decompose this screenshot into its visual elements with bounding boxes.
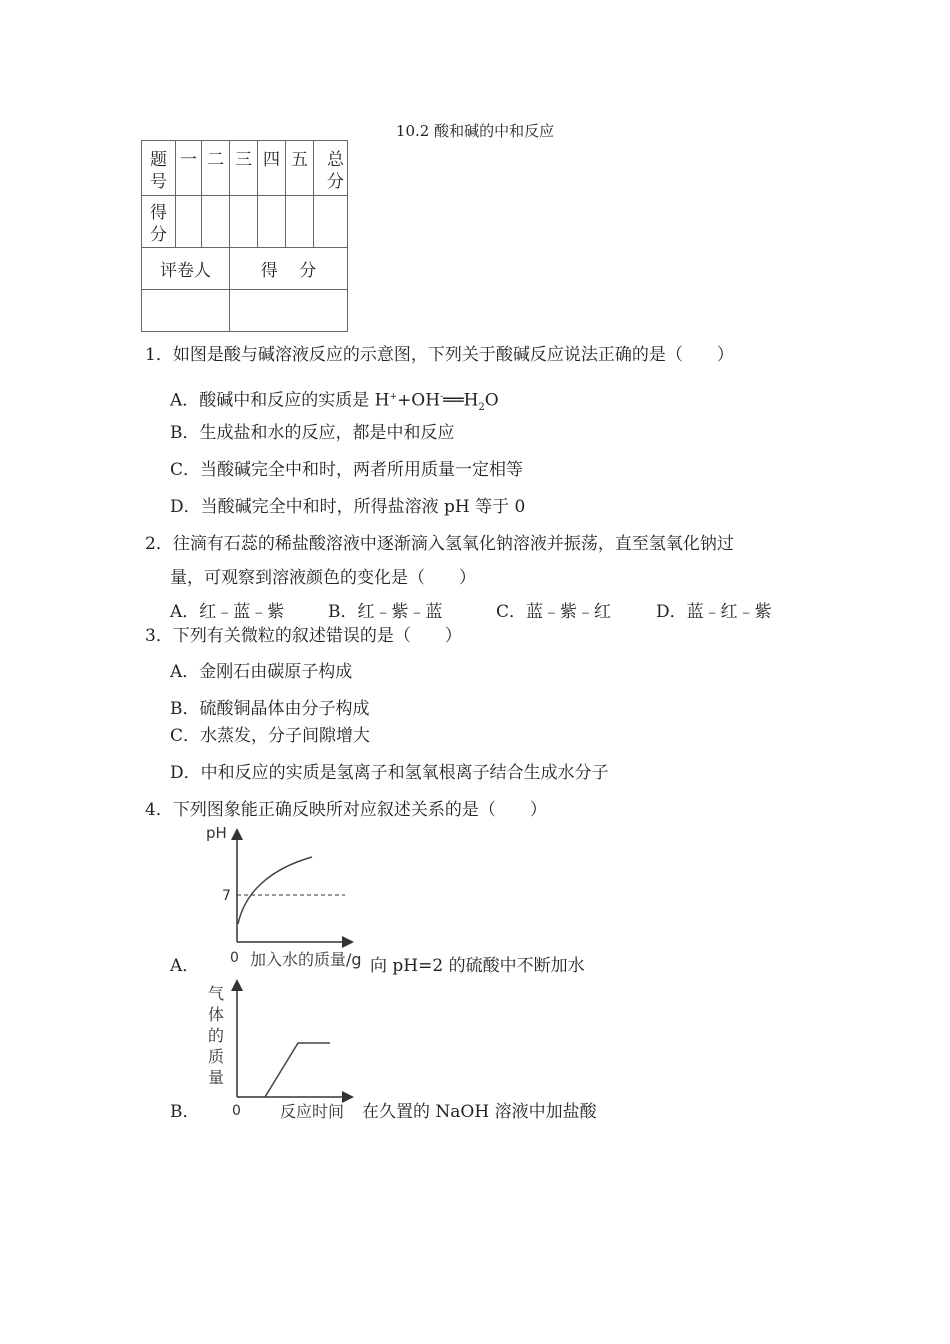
question-4 xyxy=(145,799,547,821)
reviewer-label: 评卷人 xyxy=(160,261,211,281)
reviewer-cell xyxy=(142,290,230,332)
y-axis-label: pH xyxy=(206,824,227,842)
table-col-4: 四 xyxy=(263,150,280,170)
option-text: +OH xyxy=(397,390,441,411)
score-total-cell xyxy=(230,290,348,332)
question-number: 2． xyxy=(145,534,173,554)
table-label-top: 题 xyxy=(150,150,167,170)
y-axis-label-1: 气 xyxy=(208,984,225,1003)
option-letter: A． xyxy=(170,662,200,682)
score-table xyxy=(141,140,348,332)
option-letter: A． xyxy=(170,390,200,411)
q3-option-c xyxy=(170,725,370,747)
table-col-3: 三 xyxy=(235,150,252,170)
origin-label: 0 xyxy=(232,1103,241,1119)
question-number: 4． xyxy=(145,800,173,820)
table-total-top: 总 xyxy=(327,150,344,170)
q4-option-b-letter: B． xyxy=(170,1102,200,1122)
option-text: 生成盐和水的反应，都是中和反应 xyxy=(199,423,455,443)
gas-curve xyxy=(265,1043,330,1097)
q1-option-c xyxy=(170,459,523,481)
question-text: 下列图象能正确反映所对应叙述关系的是（ ） xyxy=(172,800,547,820)
question-3 xyxy=(145,625,462,647)
table-col-2: 二 xyxy=(207,150,224,170)
q2-option-a: A．红﹣蓝﹣紫 xyxy=(170,602,285,622)
score-cell-3 xyxy=(230,196,258,248)
q1-option-d xyxy=(170,496,525,518)
table-col-5: 五 xyxy=(291,150,308,170)
option-letter: B． xyxy=(170,699,200,719)
q4-option-a-letter: A． xyxy=(170,956,200,976)
table-col-1: 一 xyxy=(180,150,197,170)
score-cell-5 xyxy=(286,196,314,248)
question-text: 如图是酸与碱溶液反应的示意图，下列关于酸碱反应说法正确的是（ ） xyxy=(172,345,734,365)
option-text: O xyxy=(484,390,499,411)
q1-option-b xyxy=(170,422,455,444)
score-label-top: 得 xyxy=(150,203,167,223)
y-axis-label-5: 量 xyxy=(208,1068,225,1087)
question-1 xyxy=(145,344,734,366)
x-axis-label: 加入水的质量/g xyxy=(250,950,362,969)
q3-option-d xyxy=(170,762,609,784)
option-letter: C． xyxy=(170,726,201,746)
y-axis-label-3: 的 xyxy=(208,1026,225,1045)
graph-ph-vs-water xyxy=(200,822,370,974)
option-letter: C． xyxy=(170,460,201,480)
option-letter: D． xyxy=(170,497,201,517)
page-title: 10.2 酸和碱的中和反应 xyxy=(395,122,555,140)
graph-gas-vs-time xyxy=(200,977,370,1122)
score-label-bottom: 分 xyxy=(150,225,167,245)
q2-option-c: C．蓝﹣紫﹣红 xyxy=(496,602,612,622)
y-axis-label-2: 体 xyxy=(208,1005,225,1024)
q1-option-a xyxy=(170,386,499,419)
option-text: 酸碱中和反应的实质是 H xyxy=(199,390,390,411)
score-cell-4 xyxy=(258,196,286,248)
question-text: 往滴有石蕊的稀盐酸溶液中逐渐滴入氢氧化钠溶液并振荡，直至氢氧化钠过 xyxy=(172,534,734,554)
q3-option-a xyxy=(170,661,352,683)
tick-label-7: 7 xyxy=(222,888,231,904)
superscript: - xyxy=(440,392,444,402)
y-axis-label-4: 质 xyxy=(208,1047,225,1066)
option-text: 当酸碱完全中和时，两者所用质量一定相等 xyxy=(200,460,524,480)
q3-option-b xyxy=(170,698,370,720)
table-total-bottom: 分 xyxy=(327,172,344,192)
option-letter: B． xyxy=(170,423,200,443)
subscript: 2 xyxy=(478,402,485,414)
question-2-line2: 量，可观察到溶液颜色的变化是（ ） xyxy=(170,568,476,588)
option-text: 当酸碱完全中和时，所得盐溶液 pH 等于 0 xyxy=(200,497,526,517)
score-cell-1 xyxy=(176,196,202,248)
score-cell-total xyxy=(314,196,348,248)
superscript: + xyxy=(389,392,398,402)
question-number: 1． xyxy=(145,345,173,365)
q2-option-d: D．蓝﹣红﹣紫 xyxy=(656,602,772,622)
option-text: ══H xyxy=(443,390,479,411)
score-cell-2 xyxy=(202,196,230,248)
q4-option-b-text: 在久置的 NaOH 溶液中加盐酸 xyxy=(362,1102,597,1122)
option-text: 硫酸铜晶体由分子构成 xyxy=(199,699,370,719)
q4-option-a-text: 向 pH=2 的硫酸中不断加水 xyxy=(370,956,585,976)
option-text: 水蒸发，分子间隙增大 xyxy=(200,726,371,746)
table-label-bottom: 号 xyxy=(150,172,167,192)
origin-label: 0 xyxy=(230,950,239,966)
score-label: 得 分 xyxy=(260,261,317,281)
option-text: 金刚石由碳原子构成 xyxy=(199,662,353,682)
question-2 xyxy=(145,533,734,555)
option-text: 中和反应的实质是氢离子和氢氧根离子结合生成水分子 xyxy=(200,763,609,783)
option-letter: D． xyxy=(170,763,201,783)
question-number: 3． xyxy=(145,626,173,646)
q2-option-b: B．红﹣紫﹣蓝 xyxy=(328,602,443,622)
question-text: 下列有关微粒的叙述错误的是（ ） xyxy=(172,626,462,646)
ph-curve xyxy=(238,857,312,924)
x-axis-label: 反应时间 xyxy=(280,1102,345,1121)
